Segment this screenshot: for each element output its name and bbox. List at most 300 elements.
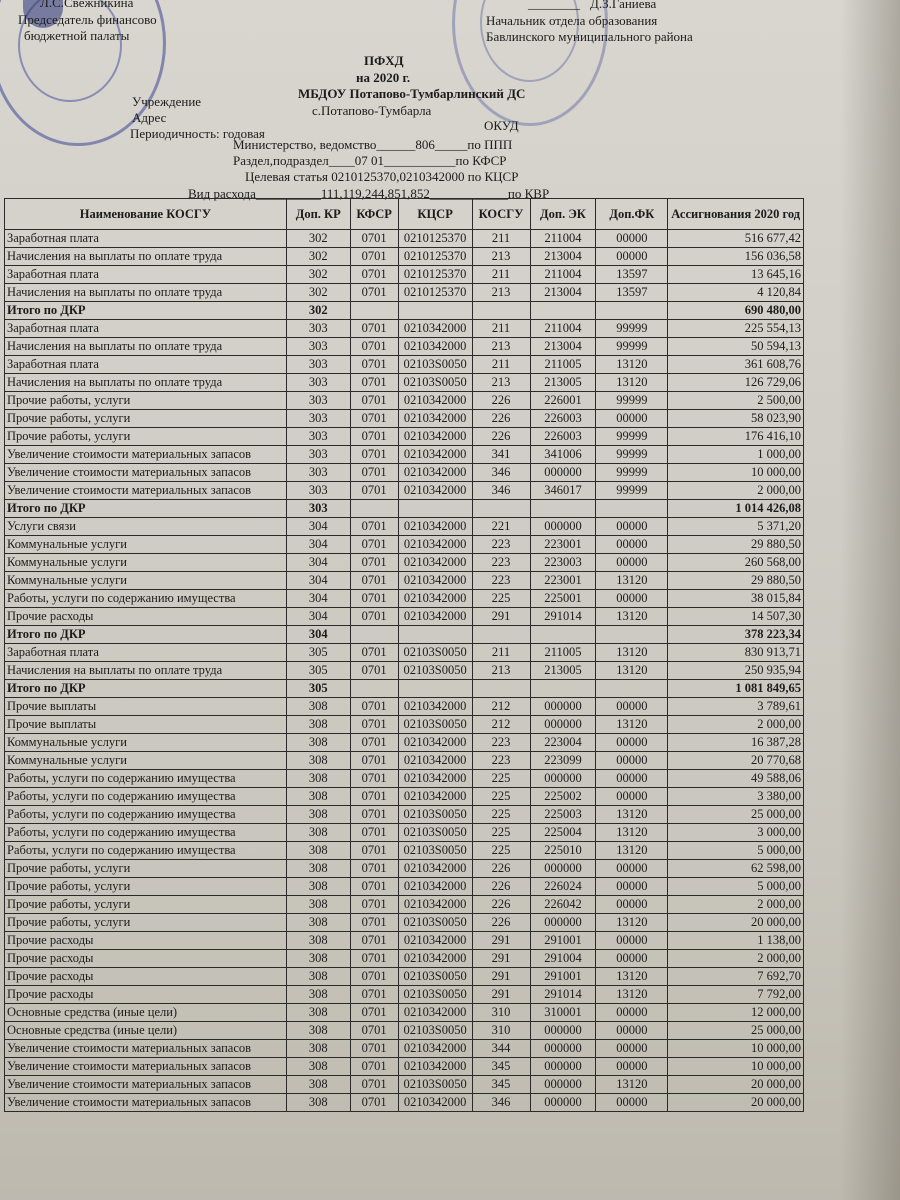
table-row xyxy=(5,1076,804,1094)
cell-kosgu: 291 xyxy=(472,968,530,986)
cell-kosgu-name: Коммунальные услуги xyxy=(5,734,287,752)
table-row xyxy=(5,1040,804,1058)
cell-kosgu-name: Работы, услуги по содержанию имущества xyxy=(5,806,287,824)
cell-dop-kr: 308 xyxy=(286,734,350,752)
cell-kcsr: 0210342000 xyxy=(398,464,472,482)
cell-dop-fk: 00000 xyxy=(596,554,668,572)
cell-kosgu: 291 xyxy=(472,986,530,1004)
cell-dop-ek: 291014 xyxy=(530,608,596,626)
cell-kfsr: 0701 xyxy=(350,860,398,878)
cell-kosgu: 225 xyxy=(472,590,530,608)
cell-kfsr: 0701 xyxy=(350,248,398,266)
cell-allocation: 14 507,30 xyxy=(668,608,804,626)
cell-dop-ek: 000000 xyxy=(530,1076,596,1094)
table-row xyxy=(5,1058,804,1076)
cell-kcsr: 02103S0050 xyxy=(398,716,472,734)
table-row xyxy=(5,1004,804,1022)
cell-dop-ek: 225003 xyxy=(530,806,596,824)
cell-allocation: 690 480,00 xyxy=(668,302,804,320)
cell-kosgu-name: Прочие расходы xyxy=(5,608,287,626)
cell-allocation: 516 677,42 xyxy=(668,230,804,248)
table-row xyxy=(5,482,804,500)
paper-edge-shadow xyxy=(840,0,900,1200)
cell-dop-kr: 308 xyxy=(286,914,350,932)
cell-kcsr: 0210342000 xyxy=(398,950,472,968)
cell-dop-ek: 226042 xyxy=(530,896,596,914)
cell-dop-kr: 308 xyxy=(286,716,350,734)
cell-allocation: 62 598,00 xyxy=(668,860,804,878)
cell-kcsr: 0210125370 xyxy=(398,248,472,266)
cell-allocation: 250 935,94 xyxy=(668,662,804,680)
cell-kfsr: 0701 xyxy=(350,644,398,662)
cell-kosgu: 226 xyxy=(472,860,530,878)
cell-allocation: 2 500,00 xyxy=(668,392,804,410)
cell-dop-kr: 303 xyxy=(286,428,350,446)
cell-kosgu-name: Начисления на выплаты по оплате труда xyxy=(5,338,287,356)
cell-kfsr: 0701 xyxy=(350,698,398,716)
cell-kosgu: 310 xyxy=(472,1022,530,1040)
cell-dop-kr: 303 xyxy=(286,374,350,392)
cell-dop-ek: 000000 xyxy=(530,716,596,734)
cell-kcsr: 0210342000 xyxy=(398,896,472,914)
cell-dop-fk: 00000 xyxy=(596,896,668,914)
cell-kosgu: 213 xyxy=(472,374,530,392)
cell-kosgu-name: Начисления на выплаты по оплате труда xyxy=(5,284,287,302)
cell-allocation: 3 000,00 xyxy=(668,824,804,842)
cell-allocation: 10 000,00 xyxy=(668,1058,804,1076)
periodicity-label: Периодичность: годовая xyxy=(130,126,265,141)
cell-dop-kr: 308 xyxy=(286,968,350,986)
cell-dop-kr: 308 xyxy=(286,788,350,806)
cell-dop-ek: 000000 xyxy=(530,770,596,788)
cell-kosgu: 211 xyxy=(472,266,530,284)
cell-kosgu-name: Увеличение стоимости материальных запасов xyxy=(5,1076,287,1094)
cell-dop-fk: 00000 xyxy=(596,734,668,752)
table-row xyxy=(5,806,804,824)
cell-kosgu-name: Работы, услуги по содержанию имущества xyxy=(5,590,287,608)
cell-dop-ek: 223001 xyxy=(530,572,596,590)
cell-dop-kr: 308 xyxy=(286,752,350,770)
table-row xyxy=(5,770,804,788)
cell-dop-fk xyxy=(596,302,668,320)
ministry-line: Министерство, ведомство______806_____по ППП xyxy=(233,137,513,152)
table-row xyxy=(5,914,804,932)
organization-name: МБДОУ Потапово-Тумбарлинский ДС xyxy=(298,86,526,101)
cell-kosgu: 221 xyxy=(472,518,530,536)
cell-kosgu-name: Заработная плата xyxy=(5,356,287,374)
cell-kcsr: 0210342000 xyxy=(398,698,472,716)
cell-kosgu: 225 xyxy=(472,788,530,806)
cell-kosgu: 226 xyxy=(472,410,530,428)
cell-dop-fk: 00000 xyxy=(596,860,668,878)
cell-kfsr: 0701 xyxy=(350,968,398,986)
cell-dop-kr: 303 xyxy=(286,446,350,464)
cell-kfsr xyxy=(350,626,398,644)
cell-kosgu-name: Прочие выплаты xyxy=(5,716,287,734)
cell-kosgu: 223 xyxy=(472,572,530,590)
cell-allocation: 1 081 849,65 xyxy=(668,680,804,698)
cell-dop-ek: 000000 xyxy=(530,518,596,536)
cell-dop-kr: 308 xyxy=(286,896,350,914)
cell-kosgu-name: Начисления на выплаты по оплате труда xyxy=(5,374,287,392)
cell-dop-fk: 13120 xyxy=(596,716,668,734)
cell-kosgu-name: Прочие расходы xyxy=(5,968,287,986)
cell-dop-fk: 00000 xyxy=(596,932,668,950)
cell-allocation: 225 554,13 xyxy=(668,320,804,338)
cell-dop-ek: 000000 xyxy=(530,464,596,482)
cell-kosgu xyxy=(472,302,530,320)
cell-dop-kr: 304 xyxy=(286,608,350,626)
cell-dop-kr: 304 xyxy=(286,554,350,572)
cell-kcsr: 0210342000 xyxy=(398,860,472,878)
cell-dop-fk: 99999 xyxy=(596,482,668,500)
cell-kfsr: 0701 xyxy=(350,716,398,734)
cell-allocation: 7 792,00 xyxy=(668,986,804,1004)
table-row xyxy=(5,410,804,428)
cell-kfsr: 0701 xyxy=(350,1094,398,1112)
cell-kfsr: 0701 xyxy=(350,752,398,770)
cell-dop-ek: 000000 xyxy=(530,1022,596,1040)
cell-dop-kr: 308 xyxy=(286,950,350,968)
cell-kosgu: 225 xyxy=(472,770,530,788)
table-row xyxy=(5,230,804,248)
table-row xyxy=(5,536,804,554)
cell-dop-kr: 303 xyxy=(286,356,350,374)
cell-kosgu: 211 xyxy=(472,320,530,338)
cell-kosgu: 226 xyxy=(472,428,530,446)
cell-dop-ek: 211004 xyxy=(530,320,596,338)
cell-kosgu-name: Увеличение стоимости материальных запасов xyxy=(5,1094,287,1112)
cell-dop-fk: 13120 xyxy=(596,662,668,680)
cell-allocation: 29 880,50 xyxy=(668,536,804,554)
table-row xyxy=(5,590,804,608)
cell-dop-fk: 00000 xyxy=(596,590,668,608)
table-total-row xyxy=(5,500,804,518)
cell-dop-fk: 00000 xyxy=(596,1004,668,1022)
cell-kosgu: 223 xyxy=(472,536,530,554)
cell-kosgu xyxy=(472,500,530,518)
cell-dop-kr: 308 xyxy=(286,932,350,950)
cell-dop-fk: 00000 xyxy=(596,752,668,770)
cell-kcsr: 02103S0050 xyxy=(398,842,472,860)
cell-dop-ek: 341006 xyxy=(530,446,596,464)
cell-kfsr: 0701 xyxy=(350,842,398,860)
cell-dop-kr: 302 xyxy=(286,230,350,248)
cell-kosgu-name: Начисления на выплаты по оплате труда xyxy=(5,662,287,680)
cell-kcsr: 0210342000 xyxy=(398,752,472,770)
cell-kcsr: 0210342000 xyxy=(398,428,472,446)
cell-allocation: 25 000,00 xyxy=(668,806,804,824)
cell-kosgu: 344 xyxy=(472,1040,530,1058)
cell-allocation: 3 380,00 xyxy=(668,788,804,806)
cell-kcsr: 0210125370 xyxy=(398,284,472,302)
table-row xyxy=(5,374,804,392)
cell-kcsr xyxy=(398,626,472,644)
cell-kcsr: 0210342000 xyxy=(398,788,472,806)
cell-kfsr: 0701 xyxy=(350,950,398,968)
cell-kosgu: 345 xyxy=(472,1076,530,1094)
cell-dop-kr: 308 xyxy=(286,986,350,1004)
table-row xyxy=(5,266,804,284)
cell-dop-ek: 226001 xyxy=(530,392,596,410)
cell-kfsr: 0701 xyxy=(350,1058,398,1076)
cell-allocation: 4 120,84 xyxy=(668,284,804,302)
cell-kfsr xyxy=(350,680,398,698)
cell-allocation: 25 000,00 xyxy=(668,1022,804,1040)
table-row xyxy=(5,392,804,410)
cell-kosgu: 226 xyxy=(472,914,530,932)
cell-kosgu: 223 xyxy=(472,734,530,752)
cell-kcsr: 0210342000 xyxy=(398,1040,472,1058)
cell-dop-ek: 291001 xyxy=(530,968,596,986)
cell-allocation: 176 416,10 xyxy=(668,428,804,446)
cell-kosgu xyxy=(472,626,530,644)
cell-dop-fk: 99999 xyxy=(596,428,668,446)
document-title: ПФХД xyxy=(364,53,404,68)
cell-kosgu: 346 xyxy=(472,1094,530,1112)
cell-kfsr: 0701 xyxy=(350,1076,398,1094)
cell-allocation: 830 913,71 xyxy=(668,644,804,662)
cell-kosgu-name: Итого по ДКР xyxy=(5,626,287,644)
cell-dop-fk: 00000 xyxy=(596,410,668,428)
cell-kcsr: 0210342000 xyxy=(398,1004,472,1022)
cell-dop-ek: 213004 xyxy=(530,284,596,302)
cell-kosgu: 346 xyxy=(472,482,530,500)
cell-dop-ek: 226003 xyxy=(530,428,596,446)
table-row xyxy=(5,644,804,662)
table-row xyxy=(5,572,804,590)
cell-dop-kr: 308 xyxy=(286,860,350,878)
okud-label: ОКУД xyxy=(484,118,519,133)
cell-kfsr: 0701 xyxy=(350,464,398,482)
table-row xyxy=(5,554,804,572)
cell-dop-ek xyxy=(530,626,596,644)
table-row xyxy=(5,986,804,1004)
right-signatory-title-1: Начальник отдела образования xyxy=(486,13,658,28)
cell-dop-kr: 305 xyxy=(286,644,350,662)
cell-dop-fk: 13120 xyxy=(596,356,668,374)
cell-dop-kr: 304 xyxy=(286,572,350,590)
cell-dop-fk: 99999 xyxy=(596,320,668,338)
table-row xyxy=(5,1022,804,1040)
table-row xyxy=(5,860,804,878)
cell-dop-fk: 13120 xyxy=(596,914,668,932)
cell-kcsr: 0210342000 xyxy=(398,932,472,950)
table-row xyxy=(5,356,804,374)
cell-dop-fk: 00000 xyxy=(596,1058,668,1076)
cell-dop-fk: 13597 xyxy=(596,266,668,284)
cell-dop-ek xyxy=(530,302,596,320)
cell-dop-kr: 303 xyxy=(286,392,350,410)
cell-dop-kr: 308 xyxy=(286,698,350,716)
cell-kfsr: 0701 xyxy=(350,410,398,428)
cell-kosgu-name: Прочие работы, услуги xyxy=(5,428,287,446)
cell-dop-fk: 13120 xyxy=(596,824,668,842)
left-signatory-title-2: бюджетной палаты xyxy=(24,28,130,43)
cell-kosgu: 211 xyxy=(472,230,530,248)
cell-kcsr: 0210342000 xyxy=(398,536,472,554)
cell-kcsr: 0210342000 xyxy=(398,608,472,626)
table-row xyxy=(5,248,804,266)
table-total-row xyxy=(5,302,804,320)
table-row xyxy=(5,608,804,626)
cell-dop-kr: 308 xyxy=(286,842,350,860)
left-signatory-title-1: Председатель финансово xyxy=(18,12,157,27)
column-header-allocation: Ассигнования 2020 год xyxy=(668,199,804,230)
cell-kfsr: 0701 xyxy=(350,824,398,842)
cell-kfsr: 0701 xyxy=(350,446,398,464)
cell-dop-fk: 99999 xyxy=(596,464,668,482)
cell-allocation: 5 000,00 xyxy=(668,878,804,896)
cell-dop-ek: 000000 xyxy=(530,1094,596,1112)
cell-kosgu-name: Заработная плата xyxy=(5,230,287,248)
cell-allocation: 38 015,84 xyxy=(668,590,804,608)
cell-allocation: 126 729,06 xyxy=(668,374,804,392)
cell-dop-fk: 00000 xyxy=(596,248,668,266)
cell-kcsr: 0210342000 xyxy=(398,338,472,356)
cell-dop-ek: 310001 xyxy=(530,1004,596,1022)
cell-kosgu: 211 xyxy=(472,644,530,662)
cell-kosgu-name: Прочие работы, услуги xyxy=(5,860,287,878)
cell-dop-ek: 223099 xyxy=(530,752,596,770)
cell-kcsr: 0210342000 xyxy=(398,878,472,896)
cell-kosgu-name: Увеличение стоимости материальных запасов xyxy=(5,1040,287,1058)
cell-dop-fk: 00000 xyxy=(596,536,668,554)
cell-kfsr: 0701 xyxy=(350,554,398,572)
cell-kosgu: 213 xyxy=(472,284,530,302)
cell-kosgu: 213 xyxy=(472,248,530,266)
cell-kfsr xyxy=(350,500,398,518)
cell-kcsr: 02103S0050 xyxy=(398,1076,472,1094)
cell-dop-fk: 00000 xyxy=(596,518,668,536)
cell-kosgu-name: Прочие выплаты xyxy=(5,698,287,716)
cell-dop-kr: 303 xyxy=(286,500,350,518)
address-value: с.Потапово-Тумбарла xyxy=(312,103,432,118)
cell-dop-ek: 000000 xyxy=(530,1040,596,1058)
table-row xyxy=(5,716,804,734)
cell-dop-kr: 304 xyxy=(286,626,350,644)
cell-kosgu-name: Увеличение стоимости материальных запасов xyxy=(5,446,287,464)
cell-kfsr: 0701 xyxy=(350,914,398,932)
cell-kosgu-name: Увеличение стоимости материальных запасов xyxy=(5,482,287,500)
cell-kcsr: 0210342000 xyxy=(398,554,472,572)
cell-kfsr: 0701 xyxy=(350,878,398,896)
cell-kosgu-name: Итого по ДКР xyxy=(5,500,287,518)
cell-kosgu: 226 xyxy=(472,896,530,914)
cell-dop-fk: 00000 xyxy=(596,1040,668,1058)
cell-kosgu: 291 xyxy=(472,932,530,950)
cell-kosgu-name: Коммунальные услуги xyxy=(5,572,287,590)
cell-kfsr: 0701 xyxy=(350,1040,398,1058)
cell-kosgu: 211 xyxy=(472,356,530,374)
cell-kosgu: 346 xyxy=(472,464,530,482)
cell-dop-fk: 13120 xyxy=(596,968,668,986)
cell-kfsr: 0701 xyxy=(350,734,398,752)
cell-allocation: 20 770,68 xyxy=(668,752,804,770)
cell-dop-kr: 304 xyxy=(286,590,350,608)
cell-kosgu-name: Увеличение стоимости материальных запасов xyxy=(5,1058,287,1076)
cell-kcsr: 0210342000 xyxy=(398,734,472,752)
cell-dop-fk: 13597 xyxy=(596,284,668,302)
cell-dop-fk: 13120 xyxy=(596,374,668,392)
cell-dop-kr: 308 xyxy=(286,1004,350,1022)
cell-kcsr: 0210342000 xyxy=(398,518,472,536)
cell-kcsr: 0210342000 xyxy=(398,770,472,788)
cell-kosgu-name: Заработная плата xyxy=(5,320,287,338)
cell-kosgu-name: Работы, услуги по содержанию имущества xyxy=(5,842,287,860)
cell-dop-fk: 00000 xyxy=(596,770,668,788)
cell-allocation: 20 000,00 xyxy=(668,1094,804,1112)
cell-kfsr: 0701 xyxy=(350,284,398,302)
cell-dop-fk: 00000 xyxy=(596,1022,668,1040)
cell-kcsr: 0210342000 xyxy=(398,410,472,428)
cell-dop-ek: 211005 xyxy=(530,644,596,662)
cell-kosgu-name: Работы, услуги по содержанию имущества xyxy=(5,770,287,788)
cell-kfsr: 0701 xyxy=(350,266,398,284)
cell-dop-ek: 225002 xyxy=(530,788,596,806)
cell-kosgu-name: Итого по ДКР xyxy=(5,302,287,320)
cell-dop-ek: 000000 xyxy=(530,698,596,716)
cell-kosgu-name: Прочие работы, услуги xyxy=(5,392,287,410)
cell-kfsr: 0701 xyxy=(350,662,398,680)
cell-dop-kr: 302 xyxy=(286,248,350,266)
cell-kosgu-name: Основные средства (иные цели) xyxy=(5,1004,287,1022)
cell-dop-fk: 13120 xyxy=(596,986,668,1004)
table-row xyxy=(5,428,804,446)
cell-kfsr: 0701 xyxy=(350,932,398,950)
cell-kosgu-name: Прочие работы, услуги xyxy=(5,914,287,932)
table-row xyxy=(5,284,804,302)
cell-kfsr: 0701 xyxy=(350,230,398,248)
cell-dop-fk: 99999 xyxy=(596,392,668,410)
cell-dop-ek xyxy=(530,680,596,698)
cell-kosgu-name: Прочие работы, услуги xyxy=(5,896,287,914)
cell-kosgu-name: Заработная плата xyxy=(5,266,287,284)
institution-label: Учреждение xyxy=(132,94,202,109)
cell-dop-ek: 213005 xyxy=(530,662,596,680)
cell-dop-ek: 226003 xyxy=(530,410,596,428)
cell-kfsr: 0701 xyxy=(350,338,398,356)
right-signatory-name: Д.З.Ганиева xyxy=(590,0,657,11)
cell-kfsr: 0701 xyxy=(350,896,398,914)
cell-dop-ek: 223004 xyxy=(530,734,596,752)
cell-dop-kr: 308 xyxy=(286,770,350,788)
cell-dop-kr: 308 xyxy=(286,806,350,824)
table-header-row xyxy=(5,199,804,230)
cell-allocation: 12 000,00 xyxy=(668,1004,804,1022)
table-body xyxy=(5,230,804,1112)
cell-allocation: 10 000,00 xyxy=(668,464,804,482)
cell-dop-ek: 225004 xyxy=(530,824,596,842)
column-header-kosgu-name: Наименование КОСГУ xyxy=(5,199,287,230)
cell-dop-ek: 291004 xyxy=(530,950,596,968)
cell-kfsr: 0701 xyxy=(350,482,398,500)
cell-kcsr: 0210342000 xyxy=(398,572,472,590)
cell-dop-ek: 291014 xyxy=(530,986,596,1004)
cell-dop-fk: 00000 xyxy=(596,698,668,716)
cell-kcsr: 02103S0050 xyxy=(398,374,472,392)
table-row xyxy=(5,824,804,842)
cell-kcsr: 02103S0050 xyxy=(398,824,472,842)
table-row xyxy=(5,932,804,950)
table-row xyxy=(5,788,804,806)
cell-dop-kr: 308 xyxy=(286,824,350,842)
cell-dop-kr: 308 xyxy=(286,878,350,896)
cell-allocation: 20 000,00 xyxy=(668,914,804,932)
cell-kcsr: 02103S0050 xyxy=(398,662,472,680)
cell-kosgu: 291 xyxy=(472,950,530,968)
cell-kfsr: 0701 xyxy=(350,608,398,626)
